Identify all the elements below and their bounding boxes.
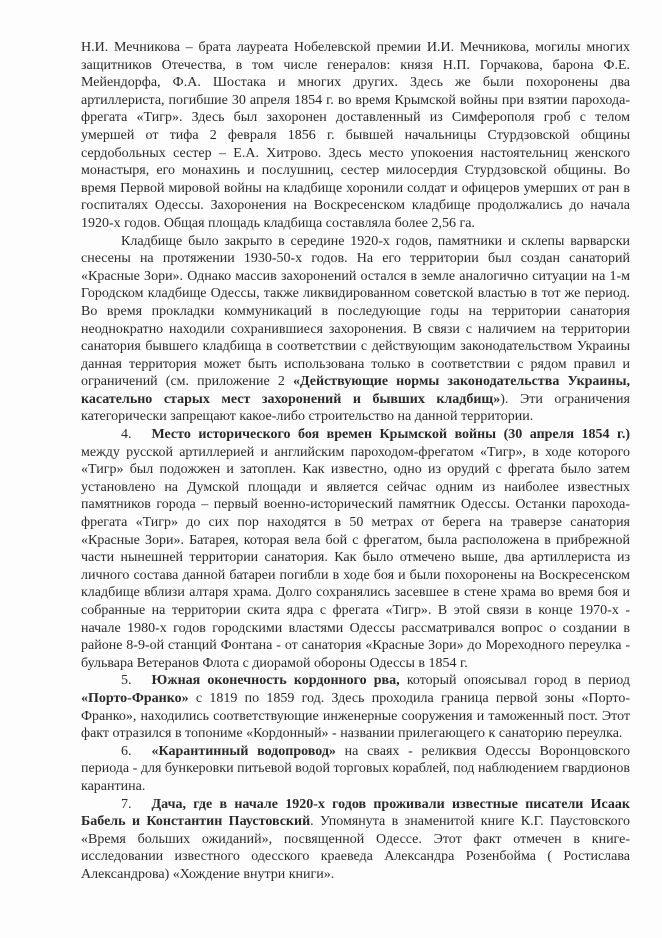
paragraph [81,39,630,233]
paragraph-number: 4. [121,427,132,443]
text-run: который опоясывал город в период [399,673,630,689]
paragraph-number: 5. [121,673,132,689]
bold-text-run: Южная оконечность кордонного рва, [151,673,400,689]
bold-text-run: «Действующие нормы законодательства Украины, касательно старых мест захоронений и бывших кладбищ» [81,374,630,407]
paragraph [81,672,630,742]
paragraph-number: 7. [121,796,132,812]
bold-text-run: Место исторического боя времен Крымской войны (30 апреля 1854 г.) [151,427,630,443]
bold-text-run: «Карантинный водопровод» [151,743,336,759]
text-run: . Упомянута в знаменитой книге К.Г. Паустовского «Время больших ожиданий», посвященной Одессе. Этот факт отмечен в книге-исследовании известного одесского краеведа Александра Розенбойма ( Ростислава Александрова) «Хождение внутри книги». [81,814,630,882]
bold-text-run: Дача, где в начале 1920-х годов проживали известные писатели Исаак Бабель и Константин Паустовский [81,796,630,830]
document-content [81,39,630,884]
text-run: Н.И. Мечникова – брата лауреата Нобелевской премии И.И. Мечникова, могилы многих защитников Отечества, в том числе генералов: князя Н.П. Горчакова, барона Ф.Е. Мейендорфа, Ф.А. Шостака и многих других. Здесь же были похоронены два артиллериста, погибшие 30 апреля 1854 г. во время Крымской войны при взятии парохода-фрегата «Тигр». Здесь был захоронен доставленный из Симферополя гроб с телом умершей от тифа 2 февраля 1856 г. бывшей начальницы Стурдзовской общины сердобольных сестер – Е.А. Хитрово. Здесь место упокоения настоятельниц женского монастыря, его монахинь и послушниц, сестер милосердия Стурдзовской общины. Во время Первой мировой войны на кладбище хоронили солдат и офицеров умерших от ран в госпиталях Одессы. Захоронения на Воскресенском кладбище продолжались до начала 1920-х годов. Общая площадь кладбища составляла более 2,56 га. [81,40,630,231]
text-run: Кладбище было закрыто в середине 1920-х годов, памятники и склепы варварски снесены на протяжении 1930-50-х годов. На его территории был создан санаторий «Красные Зори». Однако массив захоронений остался в земле аналогично ситуации на 1-м Городском кладбище Одессы, также ликвидированном советской властью в тот же период. Во время прокладки коммуникаций в последующие годы на территории санатория неоднократно находили сохранившиеся захоронения. В связи с наличием на территории санатория бывшего кладбища в соответствии с действующим законодательством Украины данная территория может быть использована только в соответствии с рядом правил и ограничений (см. приложение 2 [81,233,630,390]
paragraph-number: 6. [121,743,132,759]
bold-text-run: «Порто-Франко» [81,690,189,706]
paragraph [81,796,630,884]
text-run: с 1819 по 1859 год. Здесь проходила граница первой зоны «Порто-Франко», находились соответствующие инженерные сооружения и таможенный пост. Этот факт отразился в топониме «Кордонный» - названии прилегающего к санаторию переулка. [81,690,630,742]
text-run: ). Эти ограничения категорически запрещают какое-либо строительство на данной территории. [81,391,630,425]
paragraph [81,743,630,796]
text-run: между русской артиллерией и английским пароходом-фрегатом «Тигр», в ходе которого «Тигр» был подожжен и затоплен. Как известно, одно из орудий с фрегата было затем установлено на Думской площади и является сейчас одним из наиболее известных памятников города – первый военно-исторический памятник Одессы. Останки парохода-фрегата «Тигр» до сих пор находятся в 50 метрах от берега на траверзе санатория «Красные Зори». Батарея, которая вела бой с фрегатом, была расположена в прибрежной части нынешней территории санатория. Как было отмечено выше, два артиллериста из личного состава данной батареи погибли в ходе боя и были похоронены на Воскресенском кладбище вблизи алтаря храма. Долго сохранялись засевшее в стене храма во время боя и собранные на территории скита ядра с фрегата «Тигр». В этой связи в конце 1970-х - начале 1980-х годов городскими властями Одессы рассматривался вопрос о создании в районе 8-9-ой станций Фонтана - от санатория «Красные Зори» до Мореходного переулка - бульвара Ветеранов Флота с диорамой обороны Одессы в 1854 г. [81,444,630,671]
text-run: на сваях - реликвия Одессы Воронцовского периода - для бункеровки питьевой водой торговых кораблей, под наблюдением гвардионов карантина. [81,743,630,794]
paragraph [81,426,630,672]
paragraph [81,233,630,427]
